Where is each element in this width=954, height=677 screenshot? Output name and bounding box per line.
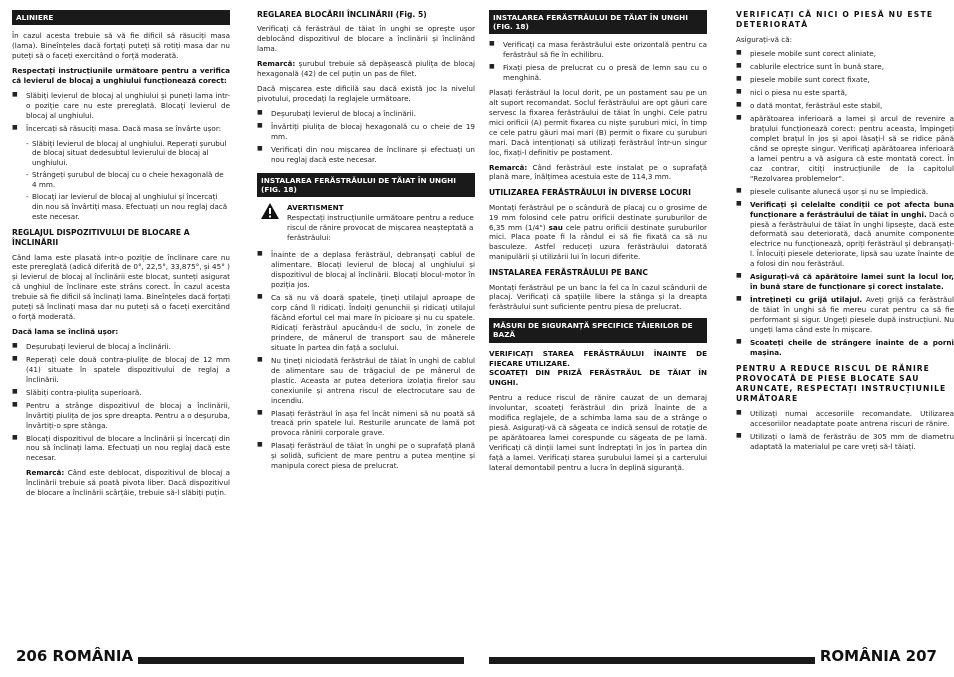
- paragraph: Când lama este plasată intr-o poziție de înclinare care nu este prereglată (adică diferită de 0°, 22,5°, 33,875°, și 45° ) și levierul de blocaj al înclinării este blocat, sunteți asigurat că unghiul de înclinare este strâns corect. În cazul acesta trebuie să fie dificil să înclinați lama. Bineînțeles dacă forțați puteți să înclinați masa dar nu puteți să o faceți exercitând o forță moderată.: [12, 252, 230, 322]
- paragraph: Verificați că ferăstrăul de tăiat în unghi se oprește ușor deblocând dispozitivul de blocare a înclinării și înclinând lama.: [257, 24, 475, 54]
- list-item: ■ apărătoarea inferioară a lamei și arcul de revenire a brațului funcționează corect: pentru aceasta, împingeți complet brațul în jos și apoi lăsați-l să se ridice până când se oprește singur. Verificați apărătoarea inferioară a lamei pentru a vă asigura că este montată corect. În caz contrar, citiți instrucțiunile de la capitolul "Rezolvarea problemelor".: [736, 114, 954, 184]
- list-item: ■ Plasați ferăstrăul de tăiat în unghi pe o suprafață plană și solidă, suficient de mare pentru a putea menține și manipula corect piesa de prelucrat.: [257, 441, 475, 471]
- column-2: [257, 10, 475, 476]
- list-item: ■ cablurile electrice sunt în bună stare,: [736, 62, 954, 72]
- bullet-list: [489, 40, 707, 83]
- bullet-list: [257, 109, 475, 165]
- list-item: ■ Verificați din nou mișcarea de înclinare și efectuați un nou reglaj dacă este necesar.: [257, 145, 475, 165]
- list-item: ■ nici o piesa nu este spartă,: [736, 88, 954, 98]
- list-item: ■ Scoateți cheile de strângere înainte de a porni mașina.: [736, 338, 954, 358]
- list-item: ■ Slăbiți contra-piulița superioară.: [12, 388, 230, 398]
- section-header-instalarea: INSTALAREA FERĂSTRĂULUI DE TĂIAT ÎN UNGHI (FIG. 18): [489, 10, 707, 34]
- bullet-list: [257, 250, 475, 471]
- section-heading: PENTRU A REDUCE RISCUL DE RĂNIRE PROVOCATĂ DE PIESE BLOCATE SAU ARUNCATE, RESPECTAȚI INSTRUCȚIUNILE URMĂTOARE: [736, 363, 947, 404]
- paragraph: Montați ferăstrăul pe o scândură de placaj cu o grosime de 19 mm folosind cele patru orificii destinate șuruburilor de 6,35 mm (1/4") sau cele patru orificii destinate șuruburilor mici. Placa poate fi la rândul ei să fie fixată ca să nu basculeze. Astfel reduceți uzura ferăstrăului datorată manipulării și utilizării lui în locuri diferite.: [489, 202, 708, 262]
- paragraph: Plasați ferăstrăul la locul dorit, pe un postament sau pe un alt suport recomandat. Soclul ferăstrăului are opt găuri care servesc la fixarea ferăstrăului de tăiat în unghi. Cele patru mici orificii (A) permit fixarea cu niște șuruburi mici, în timp ce cele patru găuri mai mari (B) permit o fixare cu șuruburi mari. Dacă intenționați să utilizați ferăstrăul într-un singur loc, fixați-l definitiv pe postament.: [489, 87, 707, 157]
- list-item: ■ Înainte de a deplasa ferăstrăul, debranșați cablul de alimentare. Blocați levierul de blocaj al unghiului și dispozitivul de blocaj al înclinării. Blocați blocul-motor în poziția jos.: [257, 250, 475, 290]
- list-item: ■ Încercați să răsuciți masa. Dacă masa se învârte ușor:: [12, 124, 230, 134]
- list-item: ■ piesele mobile sunt corect fixate,: [736, 75, 954, 85]
- list-item: ■ Deșurubați levierul de blocaj a înclinării.: [257, 109, 475, 119]
- list-item: ■ Asigurați-vă că apărătoire lamei sunt la locul lor, în bună stare de funcționare și corect instalate.: [736, 272, 954, 292]
- warning-box: [261, 203, 475, 243]
- bullet-list: [736, 409, 954, 452]
- warning-icon: [261, 203, 279, 243]
- section-heading: INSTALAREA FERĂSTRĂULUI PE BANC: [489, 268, 648, 278]
- footer-left: [12, 648, 464, 664]
- paragraph: Dacă mișcarea este dificilă sau dacă există joc la nivelul pivotului, procedați la reglajele următoare.: [257, 83, 475, 103]
- paragraph-bold: Respectați instrucțiunile următoare pentru a verifica că levierul de blocaj a unghiului funcționează corect:: [12, 65, 230, 85]
- dash-list: [12, 139, 230, 223]
- footer-right: [489, 648, 941, 664]
- list-item: ■ Utilizați numai accesoriile recomandate. Utilizarea accesoriilor neadaptate poate antrena riscuri de rănire.: [736, 409, 954, 429]
- column-1: [12, 10, 230, 503]
- section-header-aliniere: ALINIERE: [12, 10, 230, 25]
- section-heading: REGLAREA BLOCĂRII ÎNCLINĂRII (Fig. 5): [257, 10, 427, 19]
- dash-item: - Blocați iar levierul de blocaj al unghiului și încercați din nou să învârtiți masa. Efectuați un nou reglaj dacă este necesar.: [26, 192, 230, 222]
- section-heading: REGLAJUL DISPOZITIVULUI DE BLOCARE A ÎNCLINĂRII: [12, 228, 190, 248]
- list-item: ■ Slăbiți levierul de blocaj al unghiului și puneți lama intr-o poziție care nu este prereglată. Blocați levierul de blocaj al unghiului.: [12, 91, 230, 121]
- paragraph-bold: Dacă lama se înclină ușor:: [12, 327, 119, 337]
- list-item: ■ Învârtiți piulița de blocaj hexagonală cu o cheie de 19 mm.: [257, 122, 475, 142]
- paragraph: În cazul acesta trebuie să vă fie dificil să răsuciți masa (lama). Bineînțeles dacă forțați puteți să rotiți masa dar nu puteți să o faceți exercitând o forță moderată.: [12, 31, 230, 60]
- list-item: ■ Deșurubați levierul de blocaj a înclinării.: [12, 342, 230, 352]
- remark: Remarcă: șurubul trebuie să depășească piulița de blocaj hexagonală (42) de cel puțin un pas de filet.: [257, 59, 475, 78]
- bullet-list: [12, 342, 230, 463]
- list-item: ■ Blocați dispozitivul de blocare a înclinării și încercați din nou să înclinați lama. Efectuați un nou reglaj dacă este necesar.: [12, 434, 230, 464]
- paragraph: Montați ferăstrăul pe un banc la fel ca în cazul scândurii de placaj. Verificați că spațiile libere la stânga și la dreapta ferăstrăului sunt suficiente pentru piesa de prelucrat.: [489, 282, 707, 312]
- list-item: ■ Utilizați o lamă de ferăstrău de 305 mm de diametru adaptată la materialul pe care vreți să-l tăiați.: [736, 432, 954, 452]
- section-heading: UTILIZAREA FERĂSTRĂULUI ÎN DIVERSE LOCURI: [489, 188, 691, 198]
- list-item: ■ Nu țineți niciodată ferăstrăul de tăiat în unghi de cablul de alimentare sau de trăgaciul de pe mânerul de plastic. Aceasta ar putea deteriora izolația firelor sau conexiunile și antrena riscul de electrocutare sau de incendiu.: [257, 356, 475, 406]
- section-header-instalarea: INSTALAREA FERĂSTRĂULUI DE TĂIAT ÎN UNGHI (FIG. 18): [257, 173, 475, 197]
- page-number-left: 206 ROMÂNIA: [12, 646, 138, 667]
- list-item: ■ o dată montat, ferăstrăul este stabil,: [736, 101, 954, 111]
- list-item: ■ Fixați piesa de prelucrat cu o presă de lemn sau cu o menghină.: [489, 63, 707, 83]
- page-number-right: ROMÂNIA 207: [815, 646, 941, 667]
- list-item: ■ Întrețineți cu grijă utilajul. Aveți grijă ca ferăstrăul de tăiat în unghi să fie mereu curat pentru ca să fie performant și sigur. Ungeți piesele după instrucțiuni. Nu ungeți lama când este în mișcare.: [736, 295, 954, 335]
- paragraph: Asigurați-vă că:: [736, 34, 793, 44]
- column-4: [736, 10, 954, 456]
- warning-text: AVERTISMENT Respectați instrucțiunile următoare pentru a reduce riscul de rănire provocat de mișcarea neașteptată a ferăstrăului:: [287, 202, 474, 242]
- list-item: ■ Reperați cele două contra-piulițe de blocaj de 12 mm (41) situate în spatele dispozitivului de reglaj a înclinării.: [12, 355, 230, 385]
- remark: Remarcă: Când ferăstrăul este instalat pe o suprafață plană mare, înălțimea acestuia este de 114,3 mm.: [489, 162, 707, 182]
- paragraph: Pentru a reduce riscul de rănire cauzat de un demaraj involuntar, scoateți ferăstrăul din priză înainte de a modifica reglajele, de a schimba lama sau de a strânge o piesă. Asigurați-vă că săgeata ce indică sensul de rotație de pe apărătoarea lamei corespunde cu săgeata de pe lamă. Verificați că dinții lamei sunt îndreptați în jos în partea din față a lamei. Verificați starea șurubului lamei și a carterului lateral demontabil pentru a lucra în deplină siguranță.: [489, 393, 707, 472]
- dash-item: - Strângeți șurubul de blocaj cu o cheie hexagonală de 4 mm.: [26, 170, 230, 190]
- section-header-masuri: MĂSURI DE SIGURANȚĂ SPECIFICE TĂIERILOR DE BAZĂ: [489, 318, 707, 342]
- dash-item: - Slăbiți levierul de blocaj al unghiului. Reperați șurubul de blocaj situat dedesubtul levierului de blocaj al unghiului.: [26, 139, 230, 169]
- list-item: ■ piesele culisante alunecă ușor și nu se împiedică.: [736, 187, 954, 197]
- list-item: ■ Ca să nu vă doară spatele, țineți utilajul aproape de corp când îl ridicați. Îndoiți genunchii și ridicați utilajul făcând efortul cel mai mare în picioare și nu cu spatele. Ridicați ferăstrăul apucându-l de soclu, în zonele de prindere, de mânerul de transport sau de mânerele situate în partea din față a soclului.: [257, 293, 475, 353]
- remark: Remarcă: Când este deblocat, dispozitivul de blocaj a înclinării trebuie să poată pivota liber. Dacă dispozitivul de blocare a înclinării scârțâie, trebuie să-l slăbiți puțin.: [26, 468, 230, 498]
- list-item: ■ Verificați și celelalte condiții ce pot afecta buna funcționare a ferăstrăului de tăiat în unghi. Dacă o piesă a ferăstrăului de tăiat în unghi lipsește, dacă este deformată sau deteriorată, dacă anumite componente electrice nu funcționează, opriți ferăstrăul și debranșați-l. Înlocuiți piesele deteriorate, lipsă sau uzate înainte de a folosi din nou ferăstrăul.: [736, 200, 954, 270]
- bullet-list: [736, 49, 954, 357]
- list-item: ■ Plasați ferăstrăul în așa fel încât nimeni să nu poată să treacă prin spatele lui. Resturile aruncate de lamă pot provoca rănirii corporale grave.: [257, 409, 475, 439]
- section-heading: VERIFICAȚI CĂ NICI O PIESĂ NU ESTE DETERIORATĂ: [736, 10, 934, 30]
- column-3: [489, 10, 707, 478]
- paragraph-bold: VERIFICAȚI STAREA FERĂSTRĂULUI ÎNAINTE DE FIECARE UTILIZARE. SCOATEȚI DIN PRIZĂ FERĂSTRĂUL DE TĂIAT ÎN UNGHI.: [489, 348, 707, 388]
- list-item: ■ piesele mobile sunt corect aliniate,: [736, 49, 954, 59]
- list-item: ■ Verificați ca masa ferăstrăului este orizontală pentru ca ferăstrăul să fie în echilibru.: [489, 40, 707, 60]
- list-item: ■ Pentru a strânge dispozitivul de blocaj a înclinării, învârtiți piulița de jos spre dreapta. Pentru a o deșuruba, învârtiți-o spre stânga.: [12, 401, 230, 431]
- bullet-list: [12, 91, 230, 134]
